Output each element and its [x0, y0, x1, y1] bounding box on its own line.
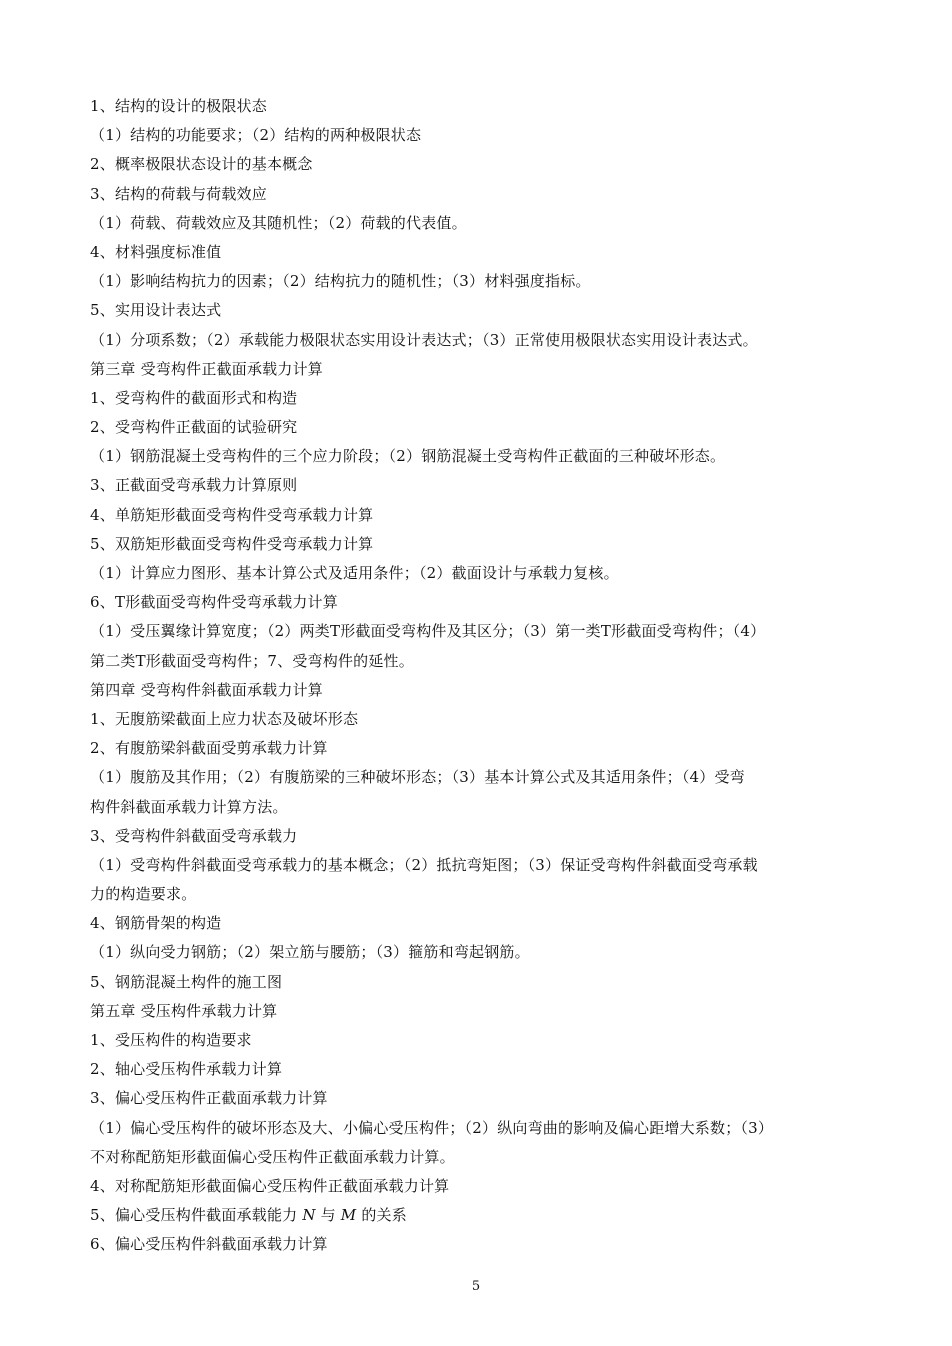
outline-line: 4、钢筋骨架的构造: [90, 914, 222, 933]
outline-line: （1）荷载、荷载效应及其随机性；（2）荷载的代表值。: [90, 213, 467, 232]
outline-line: （1）影响结构抗力的因素；（2）结构抗力的随机性；（3）材料强度指标。: [90, 272, 591, 291]
outline-line-n-m-relation: [90, 1201, 870, 1230]
chapter-heading: 第五章 受压构件承载力计算: [90, 1001, 278, 1020]
outline-line: （1）腹筋及其作用；（2）有腹筋梁的三种破坏形态；（3）基本计算公式及其适用条件；（4）受弯: [90, 768, 745, 787]
nm-middle: 与: [320, 1206, 336, 1225]
outline-line: 1、无腹筋梁截面上应力状态及破坏形态: [90, 709, 359, 728]
outline-line: 3、正截面受弯承载力计算原则: [90, 476, 298, 495]
outline-line: 1、受弯构件的截面形式和构造: [90, 388, 298, 407]
nm-prefix: 5、偏心受压构件截面承载能力: [90, 1206, 298, 1225]
outline-line: 构件斜截面承载力计算方法。: [90, 797, 288, 816]
outline-line: 3、结构的荷载与荷载效应: [90, 184, 267, 203]
chapter-heading: 第四章 受弯构件斜截面承载力计算: [90, 680, 323, 699]
outline-line: 2、轴心受压构件承载力计算: [90, 1060, 283, 1079]
nm-suffix: 的关系: [361, 1206, 407, 1225]
outline-line: （1）偏心受压构件的破坏形态及大、小偏心受压构件；（2）纵向弯曲的影响及偏心距增大系数；（3）: [90, 1118, 774, 1137]
outline-line: 1、结构的设计的极限状态: [90, 97, 267, 115]
outline-line: 4、材料强度标准值: [90, 242, 222, 261]
outline-line: 5、实用设计表达式: [90, 301, 222, 320]
outline-line: 力的构造要求。: [90, 885, 197, 904]
outline-line: （1）纵向受力钢筋；（2）架立筋与腰筋；（3）箍筋和弯起钢筋。: [90, 943, 530, 962]
outline-line: 5、钢筋混凝土构件的施工图: [90, 972, 283, 991]
outline-line: 4、对称配筋矩形截面偏心受压构件正截面承载力计算: [90, 1176, 450, 1195]
outline-line: （1）受压翼缘计算宽度；（2）两类T形截面受弯构件及其区分；（3）第一类T形截面受弯构件；（4）: [90, 622, 766, 641]
outline-line: （1）分项系数；（2）承载能力极限状态实用设计表达式；（3）正常使用极限状态实用设计表达式。: [90, 330, 758, 349]
variable-m: M: [340, 1206, 357, 1225]
outline-line: （1）钢筋混凝土受弯构件的三个应力阶段；（2）钢筋混凝土受弯构件正截面的三种破坏形态。: [90, 447, 726, 466]
page-number: 5: [471, 1279, 481, 1294]
outline-line: （1）结构的功能要求；（2）结构的两种极限状态: [90, 126, 422, 145]
outline-line: （1）受弯构件斜截面受弯承载力的基本概念；（2）抵抗弯矩图；（3）保证受弯构件斜截面受弯承载: [90, 855, 758, 874]
outline-line: 6、偏心受压构件斜截面承载力计算: [90, 1235, 328, 1254]
outline-line: 5、双筋矩形截面受弯构件受弯承载力计算: [90, 534, 374, 553]
outline-line: 6、T形截面受弯构件受弯承载力计算: [90, 593, 338, 612]
outline-line: 3、受弯构件斜截面受弯承载力: [90, 826, 298, 845]
chapter-heading: 第三章 受弯构件正截面承载力计算: [90, 359, 323, 378]
variable-n: N: [302, 1206, 316, 1225]
outline-line: 4、单筋矩形截面受弯构件受弯承载力计算: [90, 505, 374, 524]
outline-line: （1）计算应力图形、基本计算公式及适用条件；（2）截面设计与承载力复核。: [90, 564, 619, 582]
outline-line: 2、受弯构件正截面的试验研究: [90, 418, 298, 437]
outline-line: 3、偏心受压构件正截面承载力计算: [90, 1089, 328, 1108]
outline-line: 不对称配筋矩形截面偏心受压构件正截面承载力计算。: [90, 1147, 455, 1166]
outline-content: [90, 92, 870, 1260]
outline-line: 第二类T形截面受弯构件；7、受弯构件的延性。: [90, 651, 414, 670]
outline-line: 1、受压构件的构造要求: [90, 1031, 252, 1049]
outline-line: 2、有腹筋梁斜截面受剪承载力计算: [90, 739, 328, 758]
outline-line: 2、概率极限状态设计的基本概念: [90, 155, 313, 174]
